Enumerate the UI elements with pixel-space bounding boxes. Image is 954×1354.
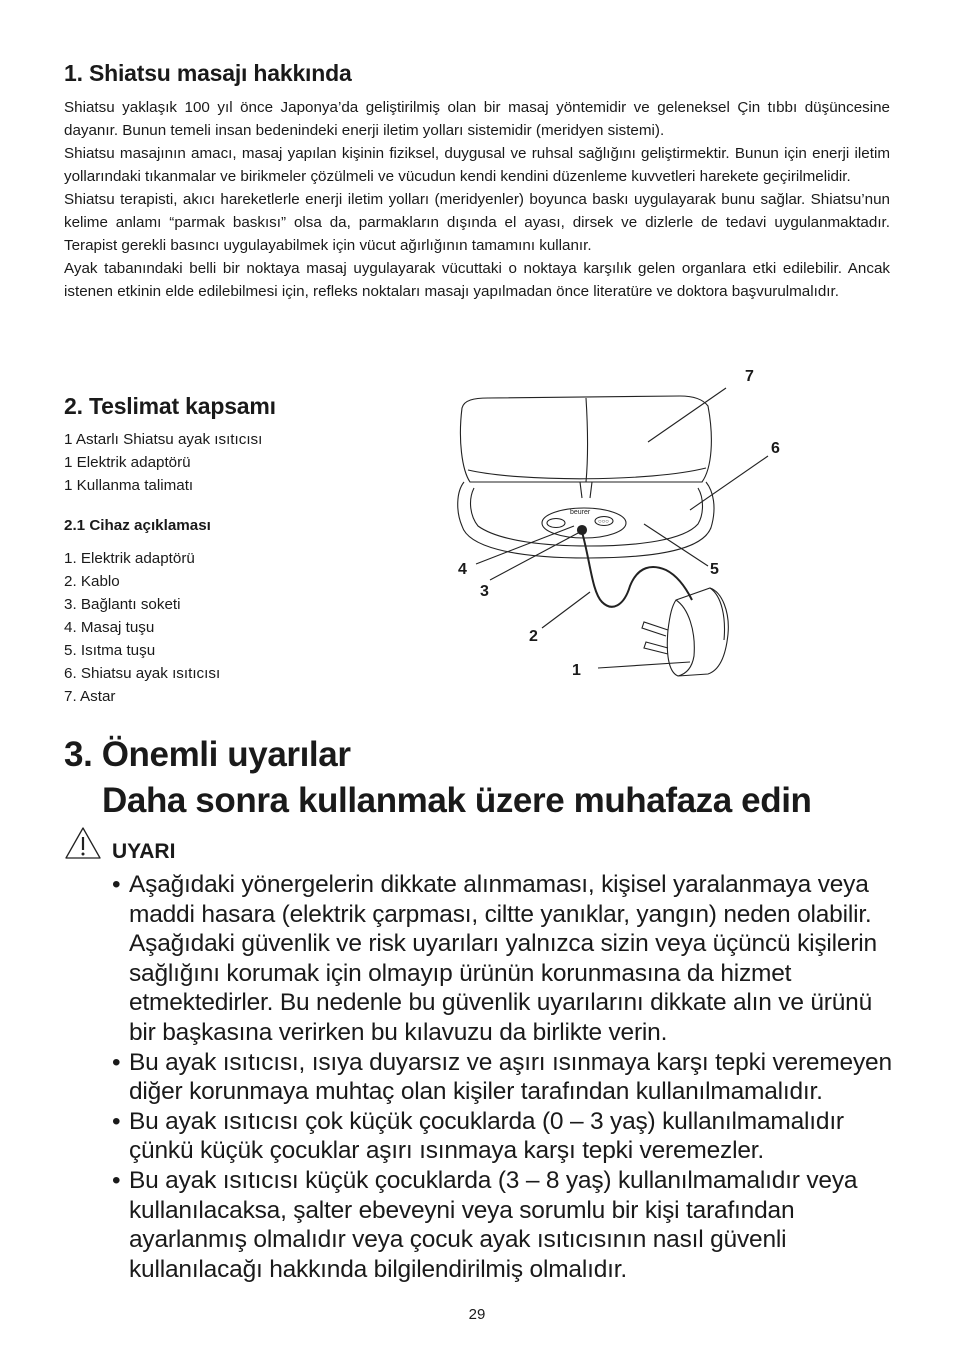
brand-logo: beurer (570, 509, 591, 516)
warning-label: UYARI (112, 840, 176, 863)
list-item: • Bu ayak ısıtıcısı, ısıya duyarsız ve aşırı ısınmaya karşı tepki veremeyen diğer korunmaya muhtaç olan kişiler tarafından kullanılmamalıdır. (112, 1048, 902, 1107)
callout-1: 1 (572, 662, 581, 679)
callout-6: 6 (771, 440, 780, 457)
list-item: 3. Bağlantı soketi (64, 596, 181, 613)
device-illustration (440, 360, 780, 700)
callout-2: 2 (529, 628, 538, 645)
section-3-title: 3. Önemli uyarılar (64, 735, 351, 774)
section-2-title: 2. Teslimat kapsamı (64, 393, 276, 419)
list-item: 1 Elektrik adaptörü (64, 454, 191, 471)
list-item: 4. Masaj tuşu (64, 619, 155, 636)
paragraph: Ayak tabanındaki belli bir noktaya masaj uygulayarak vücuttaki o noktaya karşılık gelen organlara etki edilebilir. Ancak istenen etkinin elde edilebilmesi için, refleks noktaları masajı yapılmadan önce literatüre ve doktora başvurulmalıdır. (64, 260, 890, 300)
list-item: 1 Kullanma talimatı (64, 477, 194, 494)
section-3-subtitle: Daha sonra kullanmak üzere muhafaza edin (102, 781, 812, 820)
list-item: 5. Isıtma tuşu (64, 642, 156, 659)
parts-list (64, 547, 220, 708)
paragraph: Shiatsu yaklaşık 100 yıl önce Japonya’da geliştirilmiş olan bir masaj yöntemidir ve geleneksel Çin tıbbı düşüncesine dayanır. Bunun temeli insan bedenindeki enerji iletim yolları sistemidir (meridyen sistemi). (64, 99, 890, 139)
list-item: 6. Shiatsu ayak ısıtıcısı (64, 665, 221, 682)
list-item: 7. Astar (64, 688, 116, 705)
callout-7: 7 (745, 368, 754, 385)
plug-pin (644, 642, 668, 654)
list-item: • Bu ayak ısıtıcısı çok küçük çocuklarda (0 – 3 yaş) kullanılmamalıdır çünkü küçük çocuklar aşırı ısınmaya karşı tepki veremezler. (112, 1107, 902, 1166)
svg-text:○○○: ○○○ (598, 519, 609, 525)
list-item: • Aşağıdaki yönergelerin dikkate alınmaması, kişisel yaralanmaya veya maddi hasara (elektrik çarpması, ciltte yanıklar, yangın) neden olabilir. Aşağıdaki güvenlik ve risk uyarıları yalnızca sizin veya üçüncü kişilerin sağlığını korumak için olmayıp ürünün korunmasına da hizmet etmektedirler. Bu nedenle bu güvenlik uyarılarını dikkate alın ve ürünü bir başkasına verirken bu kılavuzu da birlikte verin. (112, 870, 902, 1048)
paragraph: Shiatsu masajının amacı, masaj yapılan kişinin fiziksel, duygusal ve ruhsal sağlığını geliştirmektir. Bunun için enerji iletim yollarındaki tıkanmalar ve birikmeler çözülmeli ve vücudun kendi kendini düzenleme kuvvetleri harekete geçirilmelidir. (64, 145, 890, 185)
list-item: 1 Astarlı Shiatsu ayak ısıtıcısı (64, 431, 263, 448)
section-1-title: 1. Shiatsu masajı hakkında (64, 60, 352, 86)
liner-outline (460, 396, 711, 482)
liner-seam (586, 398, 588, 482)
delivery-list (64, 428, 262, 497)
warning-list (112, 870, 902, 1284)
list-item: 1. Elektrik adaptörü (64, 550, 195, 567)
list-item: 2. Kablo (64, 573, 120, 590)
warning-triangle-icon (64, 826, 102, 860)
plug-pin (642, 622, 668, 636)
callout-4: 4 (458, 561, 467, 578)
section-1-body (64, 96, 890, 303)
list-item: • Bu ayak ısıtıcısı küçük çocuklarda (3 – 8 yaş) kullanılmamalıdır veya kullanılacaksa, şalter ebeveyni veya sorumlu bir kişi tarafından ayarlanmış olmalıdır veya çocuk ayak ısıtıcısının nasıl güvenli kullanılacağı hakkında bilgilendirilmiş olmalıdır. (112, 1166, 902, 1284)
subsection-title: 2.1 Cihaz açıklaması (64, 517, 211, 534)
cable (582, 532, 692, 607)
callout-3: 3 (480, 583, 489, 600)
callout-5: 5 (710, 561, 719, 578)
massage-button (547, 519, 565, 528)
page-number: 29 (468, 1306, 486, 1323)
paragraph: Shiatsu terapisti, akıcı hareketlerle enerji iletim yolları (meridyenler) boyunca baskı uygulayarak bunu sağlar. Shiatsu’nun kelime anlamı “parmak baskısı” olsa da, parmakların dışında el ayası, dirsek ve dizlerle de tedavi uygulanmaktadır. Terapist gerekli basıncı uygulayabilmek için vücut ağırlığının tamamını kullanır. (64, 191, 890, 254)
foot-warmer-drawing (440, 360, 770, 700)
